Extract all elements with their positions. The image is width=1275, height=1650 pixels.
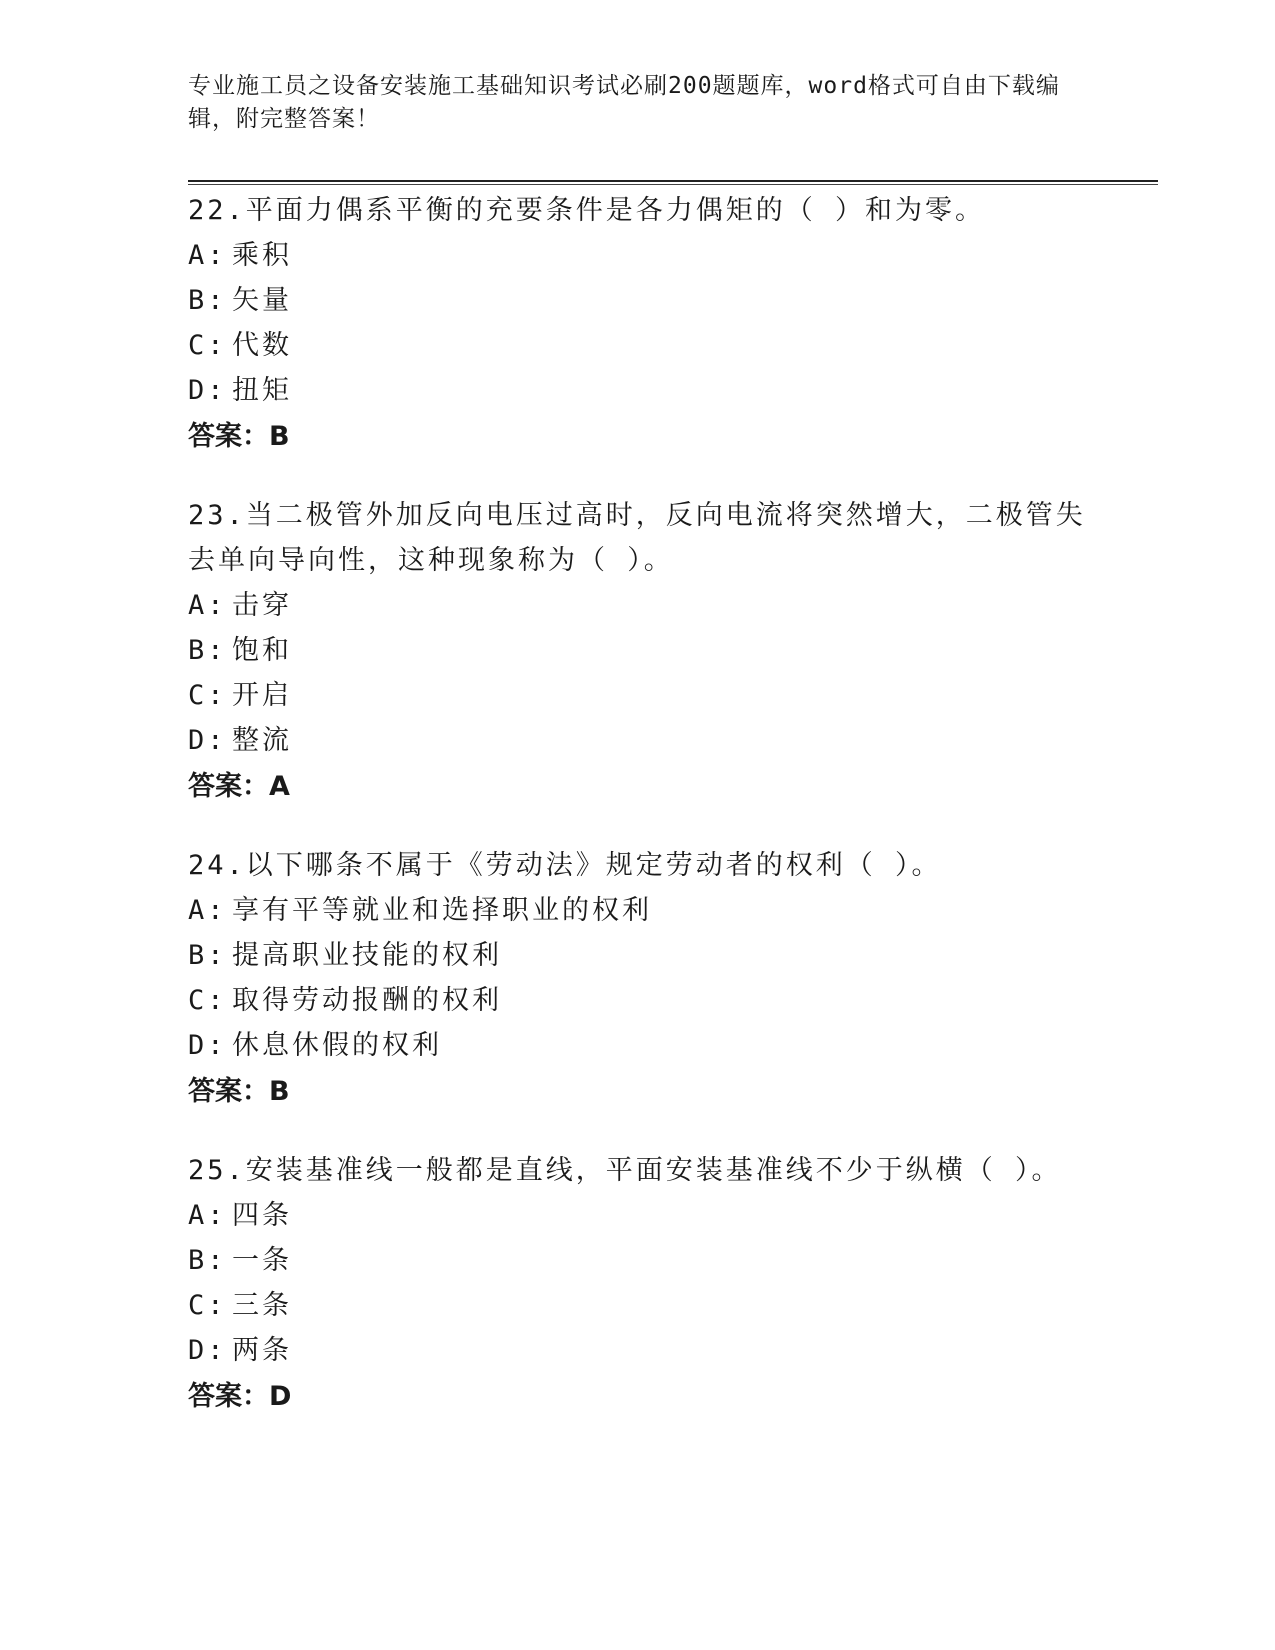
option-letter: D: <box>188 1335 227 1366</box>
answer-line: 答案：D <box>188 1381 292 1412</box>
option-text: 乘积 <box>232 240 292 271</box>
question-stem: 22.平面力偶系平衡的充要条件是各力偶矩的（ ）和为零。 <box>188 195 986 226</box>
option-b <box>188 933 1088 978</box>
option-d <box>188 368 1088 413</box>
answer-line: 答案：A <box>188 771 290 802</box>
option-a <box>188 583 1088 628</box>
option-b <box>188 1238 1088 1283</box>
option-text: 击穿 <box>232 590 292 621</box>
option-c <box>188 673 1088 718</box>
option-c <box>188 323 1088 368</box>
question-stem: 23.当二极管外加反向电压过高时，反向电流将突然增大，二极管失去单向导向性，这种现象称为（ ）。 <box>188 500 1086 576</box>
option-letter: A: <box>188 895 227 926</box>
answer-line: 答案：B <box>188 1076 290 1107</box>
option-b <box>188 628 1088 673</box>
option-letter: A: <box>188 1200 227 1231</box>
option-letter: B: <box>188 635 227 666</box>
option-d <box>188 1023 1088 1068</box>
document-header: 专业施工员之设备安装施工基础知识考试必刷200题题库，word格式可自由下载编辑，附完整答案！ <box>188 73 1060 132</box>
option-text: 开启 <box>232 680 292 711</box>
option-a <box>188 233 1088 278</box>
option-letter: A: <box>188 590 227 621</box>
option-letter: D: <box>188 725 227 756</box>
option-letter: C: <box>188 985 227 1016</box>
option-text: 整流 <box>232 725 292 756</box>
question-25 <box>188 1148 1088 1421</box>
option-text: 三条 <box>232 1290 292 1321</box>
header-divider <box>188 180 1158 182</box>
option-letter: C: <box>188 1290 227 1321</box>
question-24 <box>188 843 1088 1116</box>
option-text: 饱和 <box>232 635 292 666</box>
question-23 <box>188 493 1088 811</box>
option-text: 矢量 <box>232 285 292 316</box>
option-letter: B: <box>188 285 227 316</box>
option-b <box>188 278 1088 323</box>
option-text: 取得劳动报酬的权利 <box>232 985 502 1016</box>
question-22 <box>188 188 1088 461</box>
option-letter: C: <box>188 680 227 711</box>
question-stem: 24.以下哪条不属于《劳动法》规定劳动者的权利（ ）。 <box>188 850 942 881</box>
answer-line: 答案：B <box>188 421 290 452</box>
option-text: 提高职业技能的权利 <box>232 940 502 971</box>
option-text: 休息休假的权利 <box>232 1030 442 1061</box>
option-letter: D: <box>188 1030 227 1061</box>
option-text: 代数 <box>232 330 292 361</box>
option-text: 享有平等就业和选择职业的权利 <box>232 895 652 926</box>
question-list <box>188 188 1088 1453</box>
header-divider-thin <box>188 184 1158 185</box>
option-a <box>188 1193 1088 1238</box>
option-d <box>188 718 1088 763</box>
option-letter: B: <box>188 940 227 971</box>
option-text: 四条 <box>232 1200 292 1231</box>
option-letter: D: <box>188 375 227 406</box>
question-stem: 25.安装基准线一般都是直线，平面安装基准线不少于纵横（ ）。 <box>188 1155 1062 1186</box>
option-letter: B: <box>188 1245 227 1276</box>
option-c <box>188 1283 1088 1328</box>
option-text: 扭矩 <box>232 375 292 406</box>
option-d <box>188 1328 1088 1373</box>
option-letter: C: <box>188 330 227 361</box>
option-c <box>188 978 1088 1023</box>
option-a <box>188 888 1088 933</box>
option-letter: A: <box>188 240 227 271</box>
option-text: 两条 <box>232 1335 292 1366</box>
option-text: 一条 <box>232 1245 292 1276</box>
